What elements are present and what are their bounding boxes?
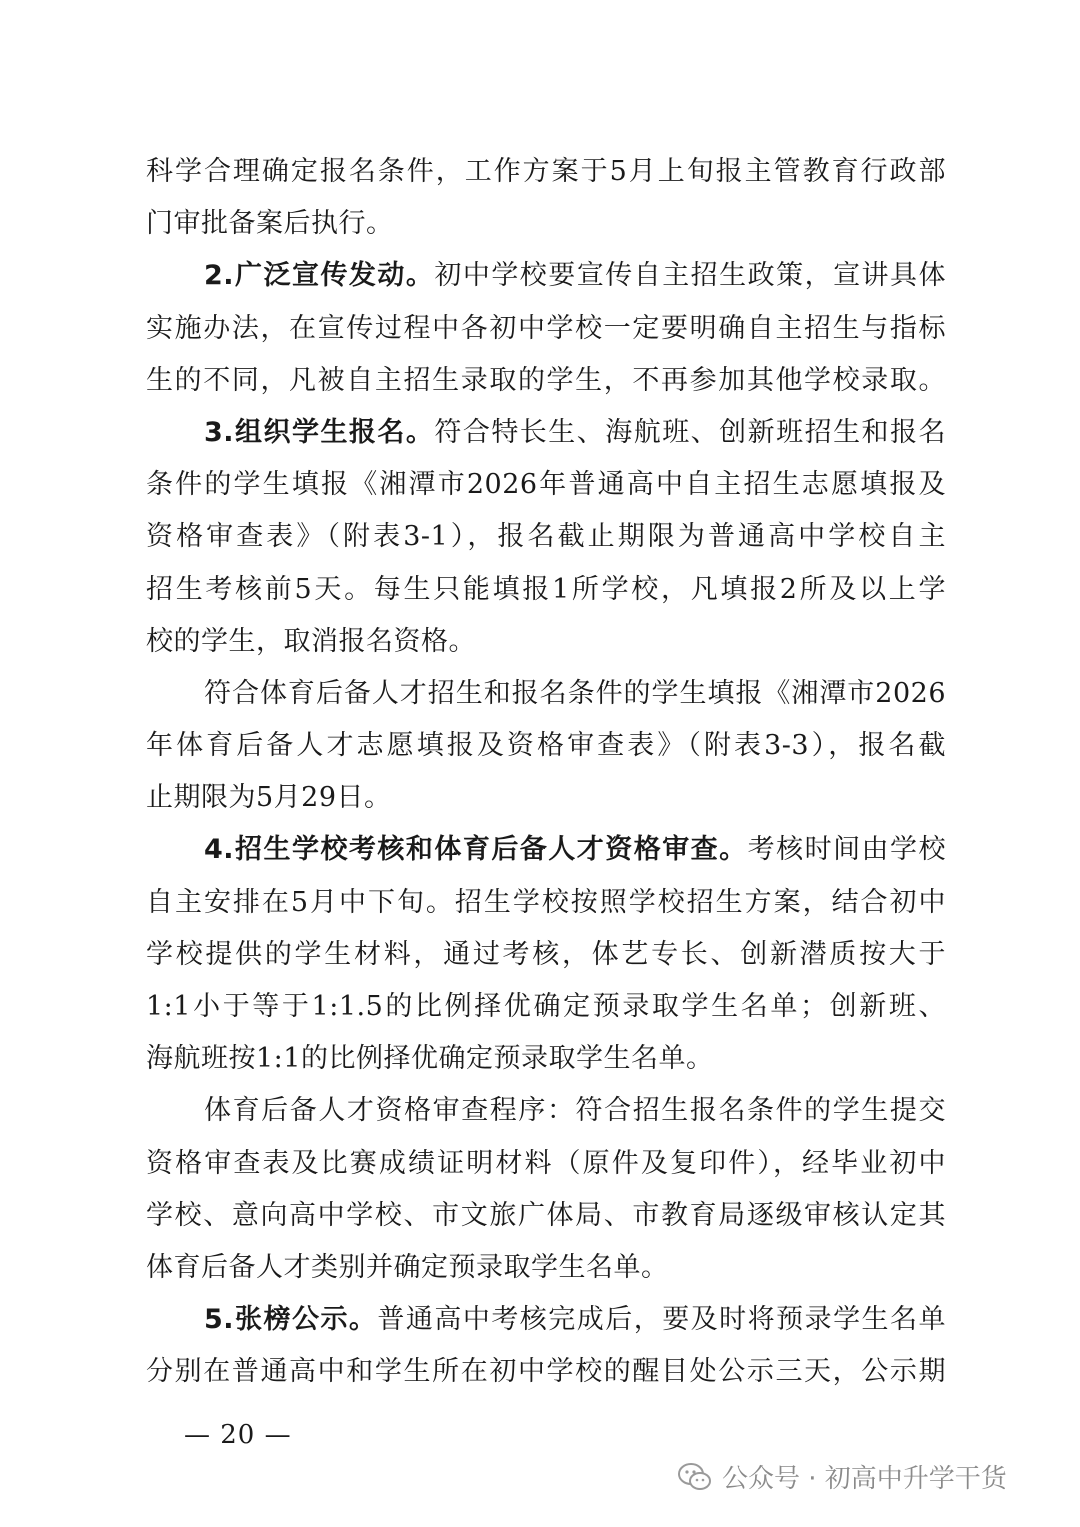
- body-line: 实施办法，在宣传过程中各初中学校一定要明确自主招生与指标: [146, 312, 946, 344]
- body-line: 海航班按1:1的比例择优确定预录取学生名单。: [146, 1043, 714, 1075]
- paragraph-first-line: 符合体育后备人才招生和报名条件的学生填报《湘潭市2026: [204, 677, 946, 709]
- body-line: 生的不同，凡被自主招生录取的学生，不再参加其他学校录取。: [146, 364, 946, 396]
- watermark-text: 公众号 · 初高中升学干货: [722, 1464, 1007, 1494]
- body-line: 校的学生，取消报名资格。: [146, 625, 476, 657]
- body-line: 资格审查表及比赛成绩证明材料（原件及复印件），经毕业初中: [146, 1147, 946, 1179]
- watermark: [678, 1458, 1007, 1495]
- body-line: 招生考核前5天。每生只能填报1所学校，凡填报2所及以上学: [146, 573, 946, 605]
- body-line: 科学合理确定报名条件，工作方案于5月上旬报主管教育行政部: [146, 156, 946, 187]
- body-line: 资格审查表》（附表3-1），报名截止期限为普通高中学校自主: [146, 521, 946, 553]
- body-line: 止期限为5月29日。: [146, 782, 392, 814]
- page-number: — 20 —: [184, 1420, 292, 1450]
- section-5-first-line: 5.张榜公示。普通高中考核完成后，要及时将预录学生名单: [204, 1304, 946, 1336]
- section-4-first-line: 4.招生学校考核和体育后备人才资格审查。考核时间由学校: [204, 834, 946, 866]
- body-line: 年体育后备人才志愿填报及资格审查表》（附表3-3），报名截: [146, 730, 946, 762]
- body-line: 体育后备人才类别并确定预录取学生名单。: [146, 1251, 669, 1283]
- document-body: [146, 146, 946, 1399]
- body-line: 学校、意向高中学校、市文旅广体局、市教育局逐级审核认定其: [146, 1199, 946, 1231]
- section-heading: 4.招生学校考核和体育后备人才资格审查。: [204, 834, 748, 866]
- section-2-first-line: 2.广泛宣传发动。初中学校要宣传自主招生政策，宣讲具体: [204, 260, 946, 292]
- body-line: 门审批备案后执行。: [146, 208, 394, 240]
- body-line: 条件的学生填报《湘潭市2026年普通高中自主招生志愿填报及: [146, 469, 946, 501]
- paragraph-first-line: 体育后备人才资格审查程序：符合招生报名条件的学生提交: [204, 1095, 946, 1127]
- body-line: 自主安排在5月中下旬。招生学校按照学校招生方案，结合初中: [146, 886, 946, 918]
- wechat-icon: [678, 1462, 712, 1492]
- body-line: 1:1小于等于1:1.5的比例择优确定预录取学生名单；创新班、: [146, 991, 946, 1022]
- body-line: 学校提供的学生材料，通过考核，体艺专长、创新潜质按大于: [146, 938, 946, 970]
- section-heading: 3.组织学生报名。: [204, 416, 435, 448]
- section-3-first-line: 3.组织学生报名。符合特长生、海航班、创新班招生和报名: [204, 416, 946, 448]
- section-heading: 2.广泛宣传发动。: [204, 260, 435, 292]
- section-heading: 5.张榜公示。: [204, 1304, 378, 1336]
- body-line: 分别在普通高中和学生所在初中学校的醒目处公示三天，公示期: [146, 1356, 946, 1388]
